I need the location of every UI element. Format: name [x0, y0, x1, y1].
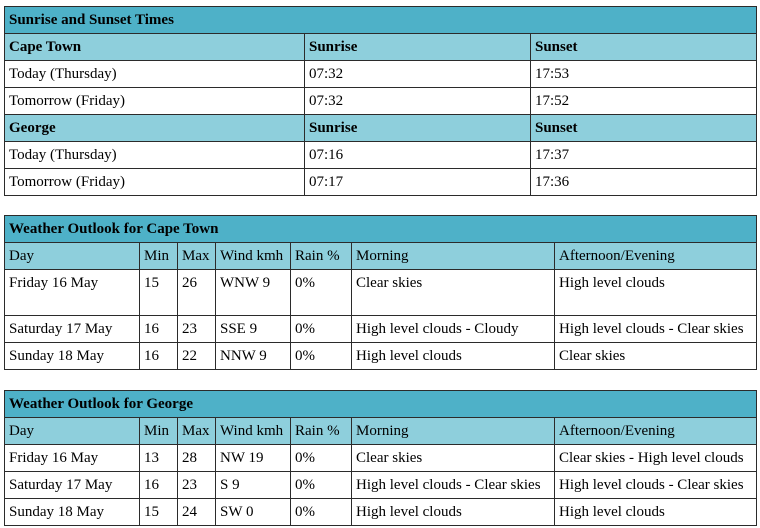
header-day: Day	[5, 418, 140, 445]
min-cell: 16	[140, 343, 178, 370]
rain-cell: 0%	[291, 316, 352, 343]
min-cell: 15	[140, 270, 178, 316]
george-outlook-title: Weather Outlook for George	[5, 391, 757, 418]
afternoon-cell: Clear skies - High level clouds	[555, 445, 757, 472]
sunrise-cell: 07:32	[305, 61, 531, 88]
wind-cell: SW 0	[216, 499, 291, 526]
header-morning: Morning	[352, 418, 555, 445]
table-row	[5, 316, 757, 343]
rain-cell: 0%	[291, 343, 352, 370]
header-wind: Wind kmh	[216, 418, 291, 445]
morning-cell: High level clouds	[352, 499, 555, 526]
day-cell: Saturday 17 May	[5, 472, 140, 499]
rain-cell: 0%	[291, 472, 352, 499]
sunrise-cell: 07:16	[305, 142, 531, 169]
city-name: Cape Town	[5, 34, 305, 61]
sunset-label: Sunset	[531, 34, 757, 61]
table-row	[5, 88, 757, 115]
day-cell: Today (Thursday)	[5, 61, 305, 88]
george-outlook-table	[4, 390, 757, 526]
cape-town-outlook-title: Weather Outlook for Cape Town	[5, 216, 757, 243]
day-cell: Tomorrow (Friday)	[5, 169, 305, 196]
header-max: Max	[178, 243, 216, 270]
morning-cell: High level clouds - Clear skies	[352, 472, 555, 499]
sunset-label: Sunset	[531, 115, 757, 142]
sunset-cell: 17:52	[531, 88, 757, 115]
sunset-cell: 17:53	[531, 61, 757, 88]
day-cell: Today (Thursday)	[5, 142, 305, 169]
table-row	[5, 270, 757, 316]
day-cell: Tomorrow (Friday)	[5, 88, 305, 115]
rain-cell: 0%	[291, 445, 352, 472]
morning-cell: Clear skies	[352, 445, 555, 472]
max-cell: 28	[178, 445, 216, 472]
afternoon-cell: High level clouds - Clear skies	[555, 316, 757, 343]
header-min: Min	[140, 243, 178, 270]
table-row	[5, 142, 757, 169]
table-row	[5, 169, 757, 196]
header-day: Day	[5, 243, 140, 270]
day-cell: Saturday 17 May	[5, 316, 140, 343]
table-row	[5, 343, 757, 370]
max-cell: 26	[178, 270, 216, 316]
morning-cell: Clear skies	[352, 270, 555, 316]
header-rain: Rain %	[291, 418, 352, 445]
min-cell: 16	[140, 316, 178, 343]
table-row	[5, 472, 757, 499]
column-header-row	[5, 243, 757, 270]
header-rain: Rain %	[291, 243, 352, 270]
day-cell: Sunday 18 May	[5, 499, 140, 526]
morning-cell: High level clouds	[352, 343, 555, 370]
column-header-row	[5, 418, 757, 445]
table-row	[5, 61, 757, 88]
wind-cell: WNW 9	[216, 270, 291, 316]
sunset-cell: 17:37	[531, 142, 757, 169]
table-row	[5, 445, 757, 472]
afternoon-cell: Clear skies	[555, 343, 757, 370]
sunrise-cell: 07:17	[305, 169, 531, 196]
afternoon-cell: High level clouds	[555, 499, 757, 526]
sunrise-sunset-title: Sunrise and Sunset Times	[5, 7, 757, 34]
min-cell: 16	[140, 472, 178, 499]
header-min: Min	[140, 418, 178, 445]
max-cell: 22	[178, 343, 216, 370]
wind-cell: NNW 9	[216, 343, 291, 370]
sunrise-sunset-table	[4, 6, 757, 196]
min-cell: 15	[140, 499, 178, 526]
min-cell: 13	[140, 445, 178, 472]
sunrise-cell: 07:32	[305, 88, 531, 115]
table-row	[5, 499, 757, 526]
sunset-cell: 17:36	[531, 169, 757, 196]
city-header-row-george	[5, 115, 757, 142]
sunrise-label: Sunrise	[305, 115, 531, 142]
rain-cell: 0%	[291, 499, 352, 526]
max-cell: 23	[178, 316, 216, 343]
wind-cell: S 9	[216, 472, 291, 499]
table-title-row	[5, 391, 757, 418]
cape-town-outlook-table	[4, 215, 757, 370]
morning-cell: High level clouds - Cloudy	[352, 316, 555, 343]
header-afternoon: Afternoon/Evening	[555, 418, 757, 445]
table-title-row	[5, 216, 757, 243]
sunrise-label: Sunrise	[305, 34, 531, 61]
rain-cell: 0%	[291, 270, 352, 316]
city-name: George	[5, 115, 305, 142]
table-title-row	[5, 7, 757, 34]
afternoon-cell: High level clouds	[555, 270, 757, 316]
header-wind: Wind kmh	[216, 243, 291, 270]
city-header-row-cape-town	[5, 34, 757, 61]
wind-cell: SSE 9	[216, 316, 291, 343]
day-cell: Friday 16 May	[5, 445, 140, 472]
wind-cell: NW 19	[216, 445, 291, 472]
day-cell: Friday 16 May	[5, 270, 140, 316]
header-afternoon: Afternoon/Evening	[555, 243, 757, 270]
header-max: Max	[178, 418, 216, 445]
afternoon-cell: High level clouds - Clear skies	[555, 472, 757, 499]
header-morning: Morning	[352, 243, 555, 270]
max-cell: 23	[178, 472, 216, 499]
day-cell: Sunday 18 May	[5, 343, 140, 370]
max-cell: 24	[178, 499, 216, 526]
